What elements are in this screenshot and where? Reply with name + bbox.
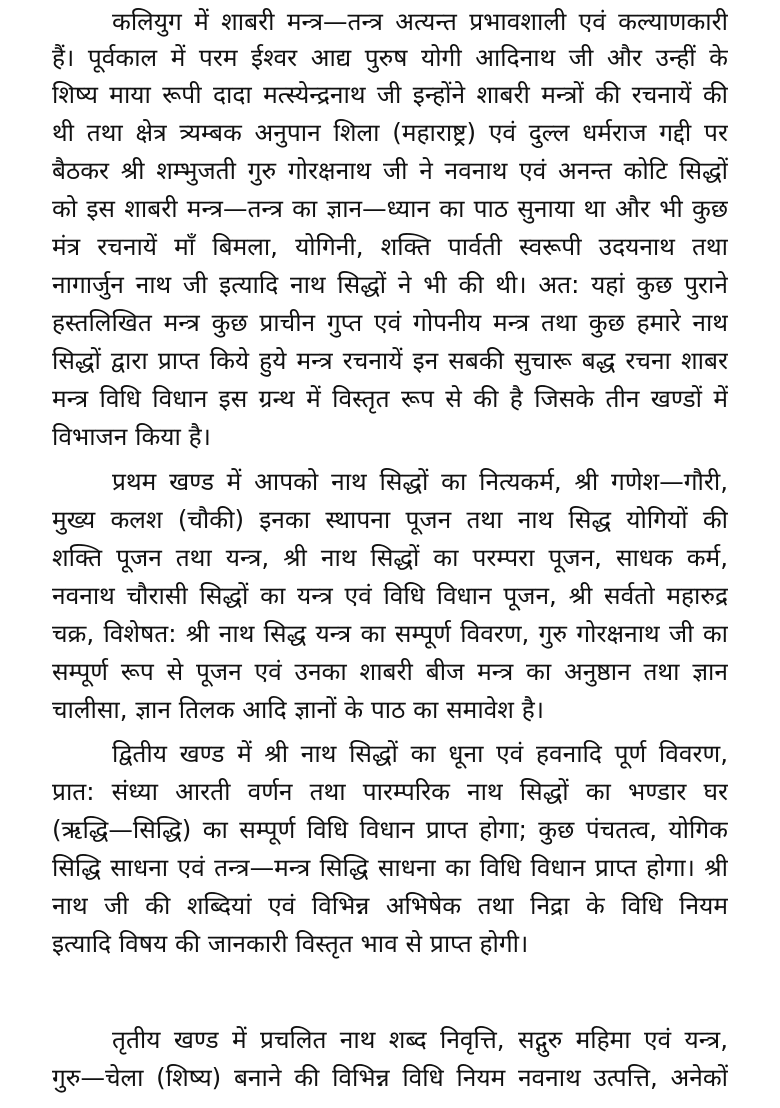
text-line: को इस शाबरी मन्त्र—तन्त्र का ज्ञान—ध्यान का पाठ सुनाया था और भी कुछ bbox=[52, 194, 728, 223]
text-line: नागार्जुन नाथ जी इत्यादि नाथ सिद्धों ने भी की थी। अत: यहां कुछ पुराने bbox=[52, 270, 728, 299]
text-line: प्रथम खण्ड में आपको नाथ सिद्धों का नित्यकर्म, श्री गणेश—गौरी, bbox=[112, 467, 728, 496]
text-line: शिष्य माया रूपी दादा मत्स्येन्द्रनाथ जी इन्होंने शाबरी मन्त्रों की रचनायें की bbox=[52, 80, 728, 109]
text-line: सम्पूर्ण रूप से पूजन एवं उनका शाबरी बीज मन्त्र का अनुष्ठान तथा ज्ञान bbox=[52, 657, 728, 686]
text-line: चक्र, विशेषत: श्री नाथ सिद्ध यन्त्र का सम्पूर्ण विवरण, गुरु गोरक्षनाथ जी का bbox=[52, 619, 728, 648]
text-line: गुरु—चेला (शिष्य) बनाने की विभिन्न विधि नियम नवनाथ उत्पत्ति, अनेकों bbox=[52, 1063, 728, 1092]
text-line: तृतीय खण्ड में प्रचलित नाथ शब्द निवृत्ति, सद्गुरु महिमा एवं यन्त्र, bbox=[112, 1025, 728, 1054]
text-line: इत्यादि विषय की जानकारी विस्तृत भाव से प्राप्त होगी। bbox=[52, 929, 529, 958]
text-line: शक्ति पूजन तथा यन्त्र, श्री नाथ सिद्धों का परम्परा पूजन, साधक कर्म, bbox=[52, 543, 728, 572]
text-line: (ऋद्धि—सिद्धि) का सम्पूर्ण विधि विधान प्राप्त होगा; कुछ पंचतत्व, योगिक bbox=[52, 815, 728, 844]
text-line: चालीसा, ज्ञान तिलक आदि ज्ञानों के पाठ का समावेश है। bbox=[52, 695, 545, 724]
text-line: हैं। पूर्वकाल में परम ईश्वर आद्य पुरुष योगी आदिनाथ जी और उन्हीं के bbox=[52, 43, 728, 72]
text-line: विभाजन किया है। bbox=[52, 422, 211, 451]
text-line: नवनाथ चौरासी सिद्धों का यन्त्र एवं विधि विधान पूजन, श्री सर्वतो महारुद्र bbox=[52, 581, 728, 610]
text-line: हस्तलिखित मन्त्र कुछ प्राचीन गुप्त एवं गोपनीय मन्त्र तथा कुछ हमारे नाथ bbox=[52, 308, 728, 337]
text-line: मंत्र रचनायें माँ बिमला, योगिनी, शक्ति पार्वती स्वरूपी उदयनाथ तथा bbox=[52, 232, 728, 261]
text-line: प्रात: संध्या आरती वर्णन तथा पारम्परिक नाथ सिद्धों का भण्डार घर bbox=[52, 777, 728, 806]
text-line: द्वितीय खण्ड में श्री नाथ सिद्धों का धूना एवं हवनादि पूर्ण विवरण, bbox=[112, 739, 728, 768]
text-line: थी तथा क्षेत्र त्र्यम्बक अनुपान शिला (महाराष्ट्र) एवं दुल्ल धर्मराज गद्दी पर bbox=[52, 118, 728, 147]
text-line: बैठकर श्री शम्भुजती गुरु गोरक्षनाथ जी ने नवनाथ एवं अनन्त कोटि सिद्धों bbox=[52, 156, 728, 185]
text-line: कलियुग में शाबरी मन्त्र—तन्त्र अत्यन्त प्रभावशाली एवं कल्याणकारी bbox=[112, 7, 728, 36]
text-line: नाथ जी की शब्दियां एवं विभिन्न अभिषेक तथा निद्रा के विधि नियम bbox=[52, 891, 728, 920]
text-line: मुख्य कलश (चौकी) इनका स्थापना पूजन तथा नाथ सिद्ध योगियों की bbox=[52, 505, 728, 534]
text-line: मन्त्र विधि विधान इस ग्रन्थ में विस्तृत रूप से की है जिसके तीन खण्डों में bbox=[52, 384, 728, 413]
text-line: सिद्धि साधना एवं तन्त्र—मन्त्र सिद्धि साधना का विधि विधान प्राप्त होगा। श्री bbox=[52, 853, 728, 882]
text-line: सिद्धों द्वारा प्राप्त किये हुये मन्त्र रचनायें इन सबकी सुचारू बद्ध रचना शाबर bbox=[52, 346, 728, 375]
